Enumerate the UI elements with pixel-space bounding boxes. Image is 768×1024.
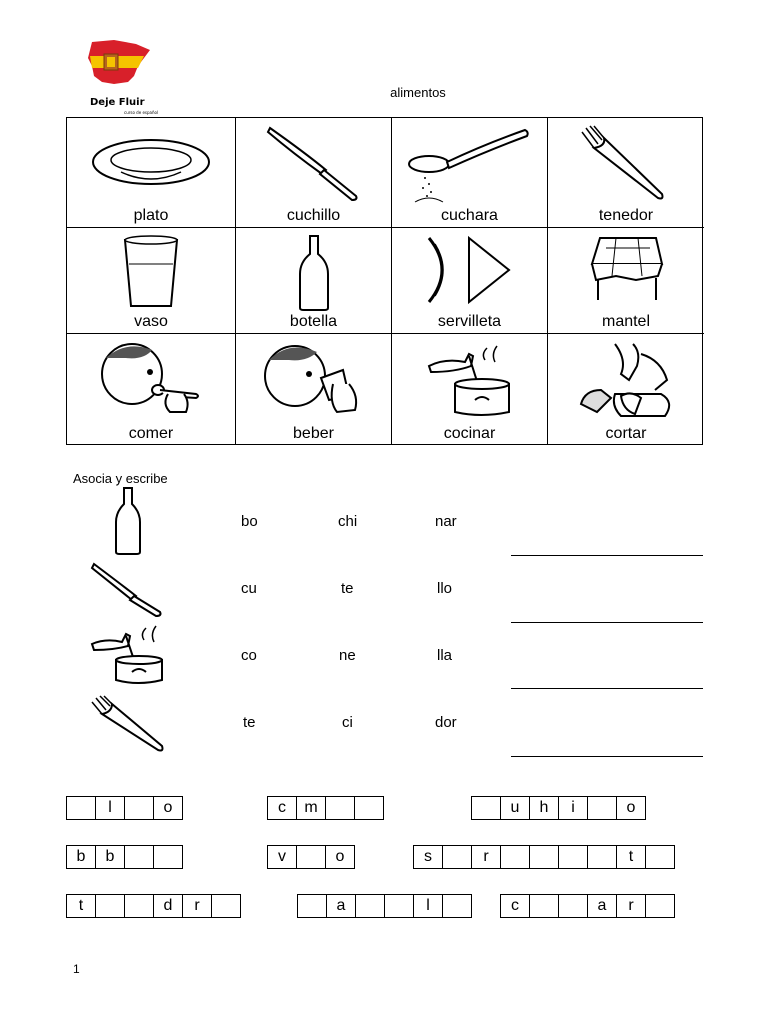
- drinking-person-icon: [259, 340, 369, 420]
- letter-box-group: [267, 796, 384, 819]
- vocab-cell: [236, 118, 392, 228]
- letter-box[interactable]: i: [558, 796, 588, 820]
- exercise-title: Asocia y escribe: [73, 471, 168, 486]
- letter-box[interactable]: l: [413, 894, 443, 918]
- letter-box[interactable]: [124, 845, 154, 869]
- letter-box[interactable]: [124, 796, 154, 820]
- vocabulary-grid: [66, 117, 703, 445]
- answer-line[interactable]: [511, 756, 703, 757]
- letter-box[interactable]: v: [267, 845, 297, 869]
- letter-box[interactable]: [587, 796, 617, 820]
- exercise-row-image: [88, 560, 168, 625]
- vocab-label: botella: [289, 313, 338, 330]
- syllable: te: [341, 580, 354, 597]
- letter-box[interactable]: b: [66, 845, 96, 869]
- letter-box[interactable]: [95, 894, 125, 918]
- vocab-cell: [392, 118, 548, 228]
- letter-box[interactable]: m: [296, 796, 326, 820]
- bottle-icon: [294, 234, 334, 312]
- syllable: lla: [437, 647, 453, 664]
- letter-box[interactable]: o: [616, 796, 646, 820]
- plate-icon: [91, 124, 211, 204]
- syllable: ci: [342, 714, 353, 731]
- cooking-pot-icon: [425, 340, 515, 420]
- exercise-row-image: [88, 624, 168, 691]
- letter-box-group: [267, 845, 355, 868]
- vocab-label: tenedor: [598, 207, 654, 224]
- syllable: ne: [339, 647, 356, 664]
- glass-icon: [121, 234, 181, 309]
- letter-box[interactable]: t: [616, 845, 646, 869]
- napkin-icon: [425, 234, 515, 306]
- vocab-label: mantel: [601, 313, 651, 330]
- letter-box[interactable]: l: [95, 796, 125, 820]
- page-title: alimentos: [390, 85, 446, 100]
- vocab-label: cortar: [605, 425, 647, 442]
- letter-box[interactable]: [529, 894, 559, 918]
- letter-box-group: [66, 894, 241, 917]
- letter-box[interactable]: [325, 796, 355, 820]
- letter-box[interactable]: [442, 845, 472, 869]
- syllable: bo: [241, 513, 258, 530]
- vocab-label: comer: [128, 425, 174, 442]
- vocab-label: cuchara: [441, 207, 498, 224]
- fork-icon: [88, 694, 168, 754]
- letter-box[interactable]: [645, 894, 675, 918]
- answer-line[interactable]: [511, 622, 703, 623]
- letter-box-group: [471, 796, 646, 819]
- letter-box-group: [500, 894, 675, 917]
- letter-box[interactable]: b: [95, 845, 125, 869]
- exercise-row-image: [88, 694, 168, 759]
- vocab-cell: [548, 118, 704, 228]
- logo-text: Deje Fluir: [90, 97, 145, 108]
- letter-box[interactable]: [296, 845, 326, 869]
- letter-box[interactable]: r: [616, 894, 646, 918]
- vocab-label: plato: [133, 207, 169, 224]
- syllable: nar: [435, 513, 457, 530]
- vocab-label: servilleta: [437, 313, 502, 330]
- answer-line[interactable]: [511, 688, 703, 689]
- letter-box[interactable]: a: [326, 894, 356, 918]
- answer-line[interactable]: [511, 555, 703, 556]
- logo-subtext: curso de español: [124, 110, 159, 115]
- letter-box[interactable]: h: [529, 796, 559, 820]
- vocab-cell: [392, 334, 548, 445]
- vocab-cell: [236, 228, 392, 334]
- letter-box[interactable]: [354, 796, 384, 820]
- cutting-bread-icon: [571, 340, 681, 420]
- cooking-pot-icon: [88, 624, 168, 686]
- vocab-cell: [392, 228, 548, 334]
- letter-box[interactable]: s: [413, 845, 443, 869]
- vocab-label: cuchillo: [286, 207, 341, 224]
- letter-box[interactable]: u: [500, 796, 530, 820]
- letter-box-group: [66, 796, 183, 819]
- letter-box-group: [413, 845, 675, 868]
- vocab-label: vaso: [134, 313, 168, 330]
- spoon-icon: [405, 124, 535, 204]
- letter-box[interactable]: [211, 894, 241, 918]
- syllable: chi: [338, 513, 358, 530]
- letter-box[interactable]: [153, 845, 183, 869]
- syllable: co: [241, 647, 257, 664]
- letter-box[interactable]: o: [325, 845, 355, 869]
- letter-box[interactable]: [297, 894, 327, 918]
- vocab-cell: [67, 118, 236, 228]
- letter-box[interactable]: [645, 845, 675, 869]
- letter-box[interactable]: [558, 845, 588, 869]
- fork-icon: [576, 124, 676, 204]
- tablecloth-icon: [586, 234, 666, 304]
- syllable: llo: [437, 580, 453, 597]
- letter-box[interactable]: [124, 894, 154, 918]
- vocab-cell: [67, 228, 236, 334]
- letter-box[interactable]: c: [267, 796, 297, 820]
- letter-box[interactable]: a: [587, 894, 617, 918]
- letter-box[interactable]: [500, 845, 530, 869]
- letter-box-group: [66, 845, 183, 868]
- letter-box[interactable]: [587, 845, 617, 869]
- vocab-cell: [548, 334, 704, 445]
- letter-box[interactable]: [66, 796, 96, 820]
- bottle-icon: [88, 486, 168, 556]
- letter-box[interactable]: r: [471, 845, 501, 869]
- letter-box[interactable]: t: [66, 894, 96, 918]
- vocab-cell: [548, 228, 704, 334]
- exercise-row-image: [88, 486, 168, 561]
- page-number: 1: [73, 962, 80, 976]
- letter-box[interactable]: [529, 845, 559, 869]
- letter-box[interactable]: o: [153, 796, 183, 820]
- letter-box[interactable]: c: [500, 894, 530, 918]
- letter-box[interactable]: [471, 796, 501, 820]
- knife-icon: [264, 124, 364, 204]
- vocab-label: beber: [293, 425, 334, 442]
- syllable: dor: [435, 714, 457, 731]
- vocab-cell: [67, 334, 236, 445]
- eating-person-icon: [96, 340, 206, 420]
- letter-box-group: [297, 894, 472, 917]
- syllable: cu: [241, 580, 257, 597]
- vocab-cell: [236, 334, 392, 445]
- knife-icon: [88, 560, 168, 620]
- letter-box[interactable]: r: [182, 894, 212, 918]
- letter-box[interactable]: [384, 894, 414, 918]
- vocab-label: cocinar: [443, 425, 496, 442]
- letter-box[interactable]: d: [153, 894, 183, 918]
- letter-box[interactable]: [558, 894, 588, 918]
- letter-box[interactable]: [442, 894, 472, 918]
- syllable: te: [243, 714, 256, 731]
- letter-box[interactable]: [355, 894, 385, 918]
